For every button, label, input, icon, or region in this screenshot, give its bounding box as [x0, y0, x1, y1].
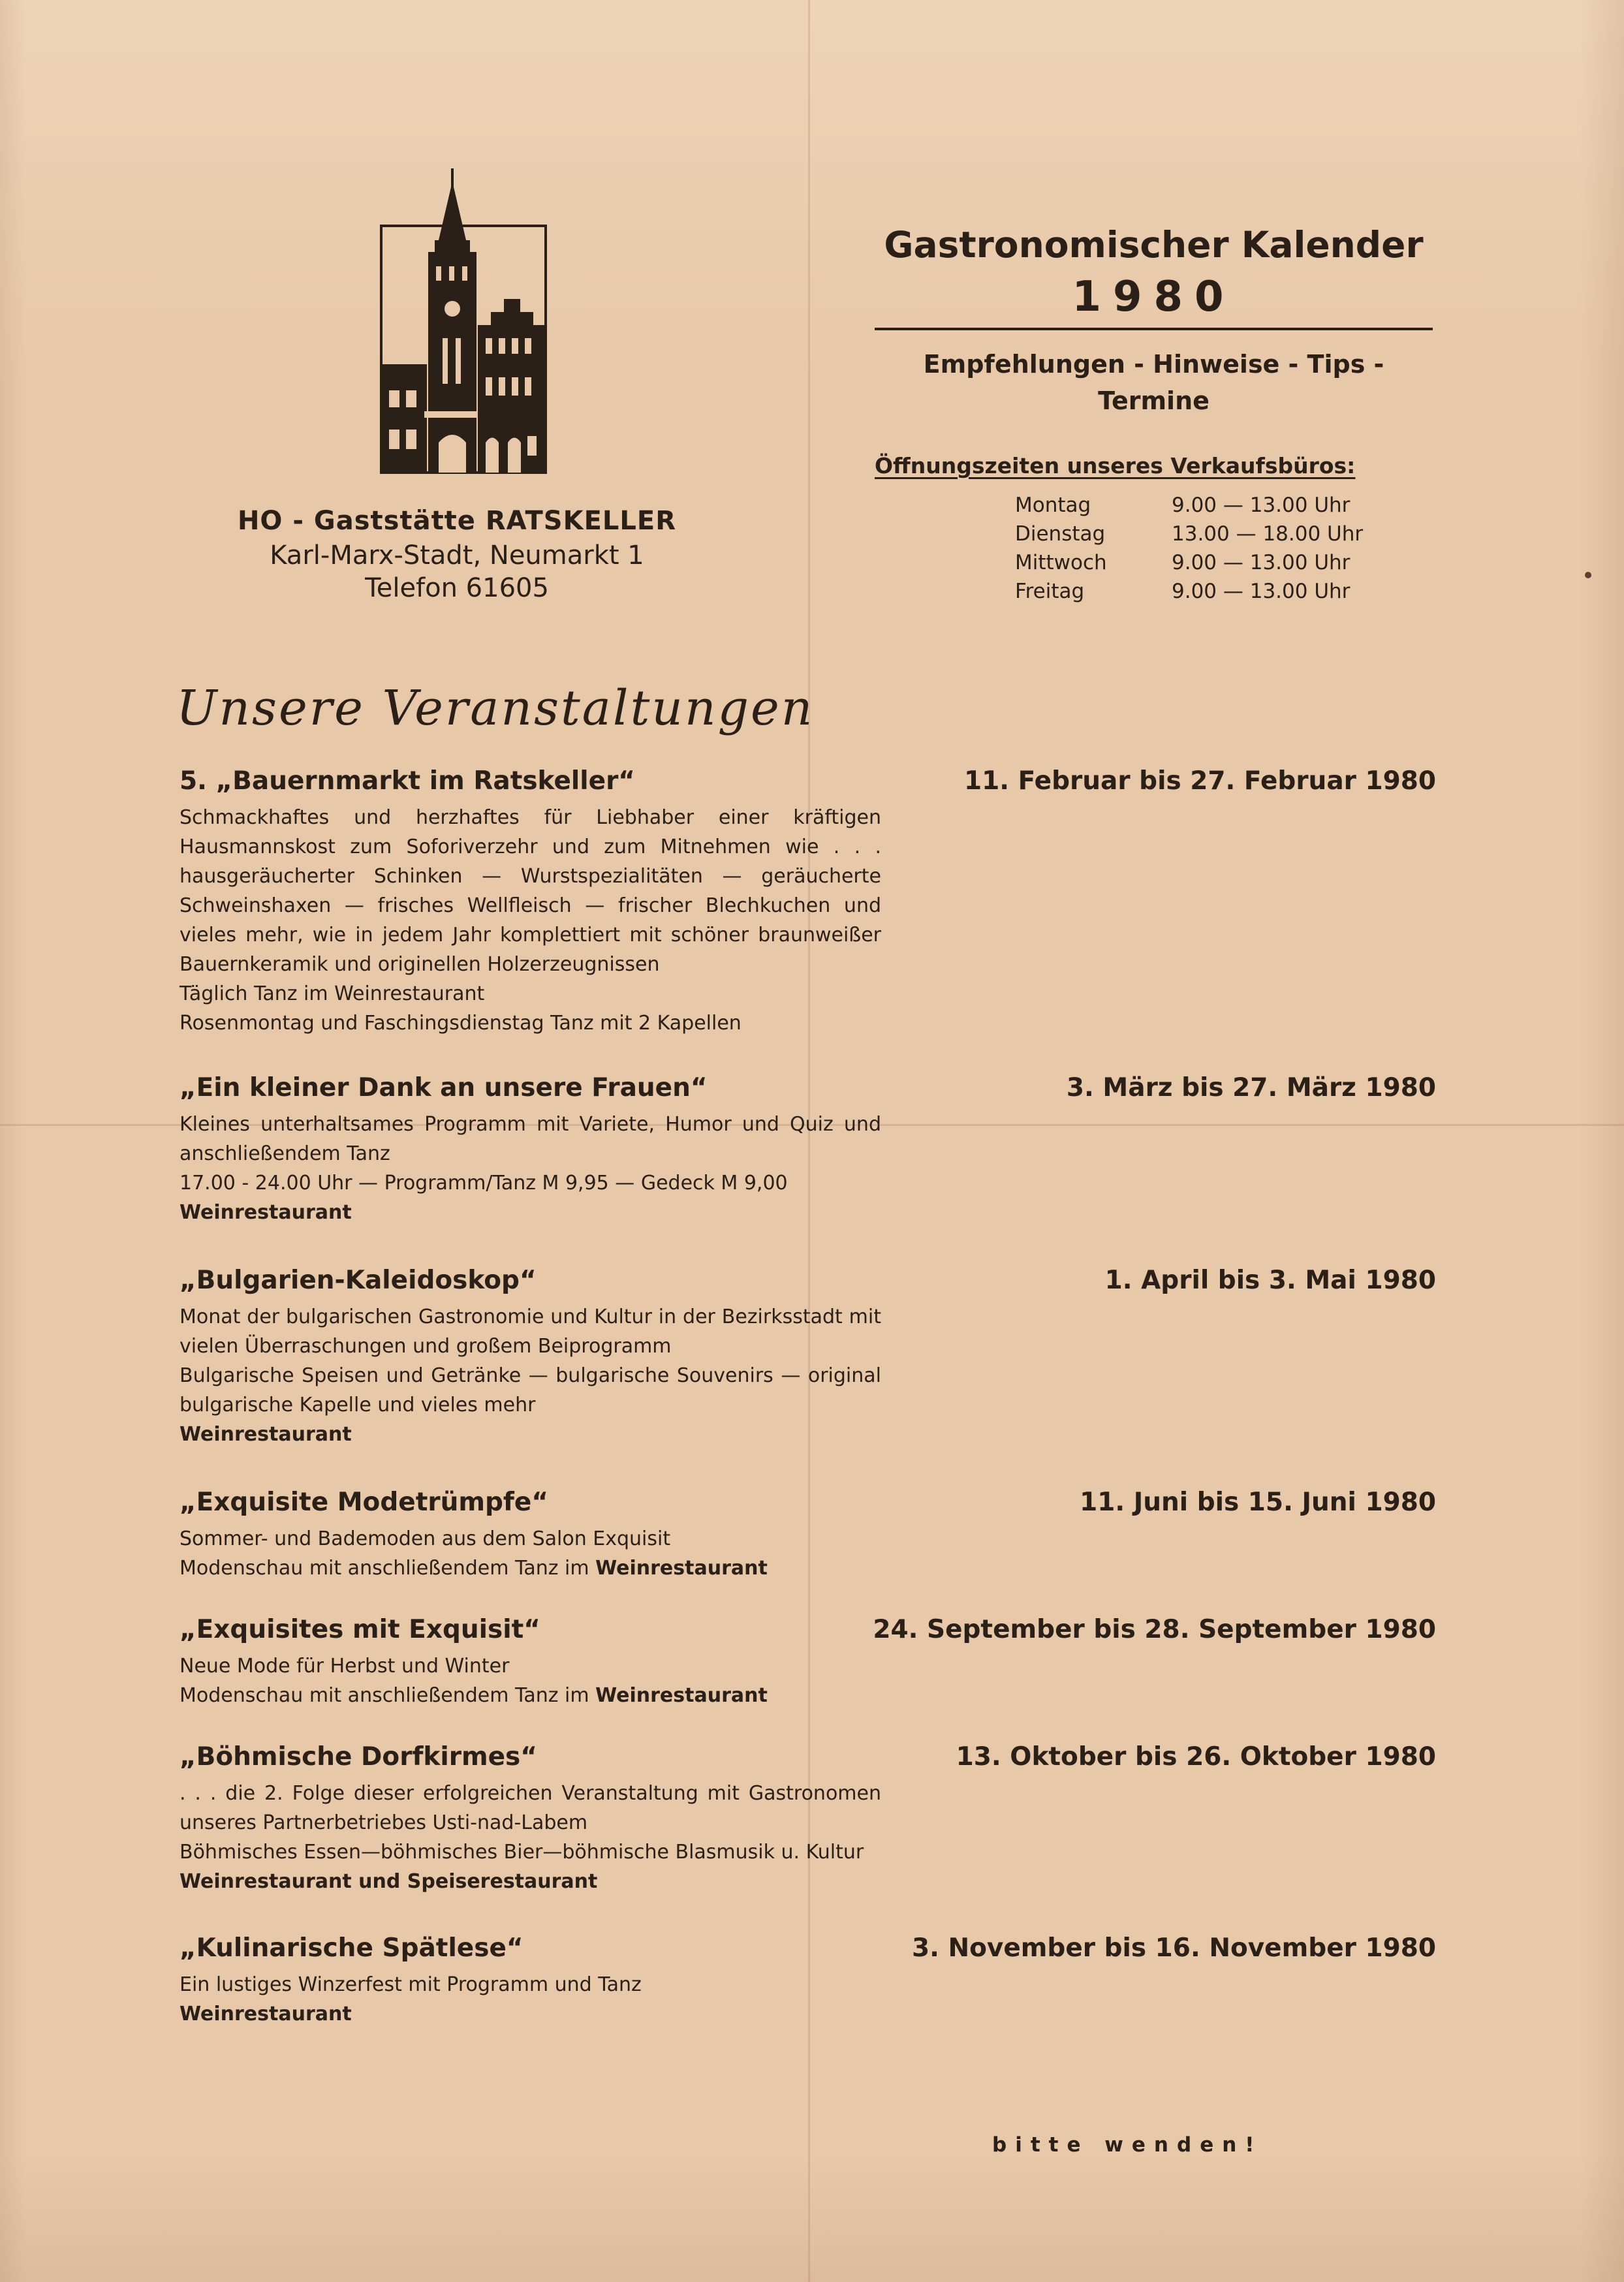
event-text: Bulgarische Speisen und Getränke — bulgarische Souvenirs — original bulgarische Kapelle und vieles mehr [180, 1364, 881, 1416]
hours-day: Mittwoch [1015, 551, 1107, 574]
event-text: Modenschau mit anschließendem Tanz im Weinrestaurant [180, 1684, 768, 1707]
hours-time: 9.00 — 13.00 Uhr [1172, 493, 1351, 517]
event-text: 17.00 - 24.00 Uhr — Programm/Tanz M 9,95 — Gedeck M 9,00 [180, 1172, 788, 1195]
event-title: 5. „Bauernmarkt im Ratskeller“ [180, 766, 635, 796]
event-description [180, 1524, 881, 1583]
event-title: „Bulgarien-Kaleidoskop“ [180, 1266, 537, 1295]
event-title: „Kulinarische Spätlese“ [180, 1933, 523, 1963]
event-description [180, 1651, 881, 1710]
calendar-title: Gastronomischer Kalender [884, 224, 1424, 266]
ink-dot [1585, 572, 1591, 578]
event-text: Kleines unterhaltsames Programm mit Variete, Humor und Quiz und anschließendem Tanz [180, 1113, 881, 1165]
footer-note: bitte wenden! [992, 2133, 1263, 2157]
event-text: Rosenmontag und Faschingsdienstag Tanz mit 2 Kapellen [180, 1012, 742, 1035]
event-description [180, 1970, 881, 2029]
event-text: Modenschau mit anschließendem Tanz im Weinrestaurant [180, 1557, 768, 1580]
opening-hours-title: Öffnungszeiten unseres Verkaufsbüros: [875, 453, 1356, 478]
event-date: 11. Februar bis 27. Februar 1980 [963, 766, 1436, 796]
event-description [180, 1110, 881, 1227]
venue-address: Karl-Marx-Stadt, Neumarkt 1 [270, 540, 644, 570]
event-text: Neue Mode für Herbst und Winter [180, 1655, 510, 1678]
event-location: Weinrestaurant [180, 1423, 352, 1446]
event-text: . . . die 2. Folge dieser erfolgreichen Veranstaltung mit Gastronomen unseres Partnerbetriebes Usti-nad-Labem [180, 1782, 881, 1834]
event-date: 3. November bis 16. November 1980 [911, 1933, 1436, 1963]
calendar-subtitle: Empfehlungen - Hinweise - Tips - Termine [923, 350, 1384, 415]
event-location: Weinrestaurant [180, 2003, 352, 2025]
event-description [180, 803, 881, 1038]
hours-time: 9.00 — 13.00 Uhr [1172, 551, 1351, 574]
event-text: Monat der bulgarischen Gastronomie und Kultur in der Bezirksstadt mit vielen Überraschungen und großem Beiprogramm [180, 1305, 881, 1358]
event-date: 3. März bis 27. März 1980 [1066, 1073, 1436, 1102]
event-date: 11. Juni bis 15. Juni 1980 [1080, 1488, 1436, 1517]
event-text: Täglich Tanz im Weinrestaurant [180, 982, 485, 1005]
event-location: Weinrestaurant [180, 1201, 352, 1224]
event-title: „Exquisite Modetrümpfe“ [180, 1488, 548, 1517]
hours-day: Freitag [1015, 580, 1085, 603]
event-text: Sommer- und Bademoden aus dem Salon Exquisit [180, 1527, 671, 1550]
hours-time: 13.00 — 18.00 Uhr [1172, 522, 1364, 546]
calendar-year: 1980 [1072, 273, 1236, 321]
event-description [180, 1779, 881, 1896]
town-hall-tower-icon [380, 168, 548, 475]
event-text: Ein lustiges Winzerfest mit Programm und Tanz [180, 1973, 642, 1996]
event-title: „Böhmische Dorfkirmes“ [180, 1742, 537, 1772]
hours-day: Montag [1015, 493, 1091, 517]
venue-block [196, 503, 718, 604]
venue-name: HO - Gaststätte RATSKELLER [237, 506, 677, 536]
event-title: „Ein kleiner Dank an unsere Frauen“ [180, 1073, 708, 1102]
hours-day: Dienstag [1015, 522, 1106, 546]
event-date: 13. Oktober bis 26. Oktober 1980 [956, 1742, 1436, 1772]
event-title: „Exquisites mit Exquisit“ [180, 1615, 540, 1644]
event-description [180, 1302, 881, 1449]
hours-time: 9.00 — 13.00 Uhr [1172, 580, 1351, 603]
event-date: 1. April bis 3. Mai 1980 [1104, 1266, 1436, 1295]
title-rule [875, 328, 1433, 330]
event-text: Schmackhaftes und herzhaftes für Liebhaber einer kräftigen Hausmannskost zum Soforiverzehr und zum Mitnehmen wie . . . hausgeräucherter Schinken — Wurstspezialitäten — geräucherte Schweinshaxen — frisches Wellfleisch — frischer Blechkuchen und vieles mehr, wie in jedem Jahr komplettiert mit schöner braunweißer Bauernkeramik und originellen Holzerzeugnissen [180, 806, 881, 976]
venue-phone: Telefon 61605 [365, 573, 549, 603]
event-date: 24. September bis 28. September 1980 [873, 1615, 1436, 1644]
event-location: Weinrestaurant und Speiserestaurant [180, 1870, 598, 1893]
event-text: Böhmisches Essen—böhmisches Bier—böhmische Blasmusik u. Kultur [180, 1841, 864, 1864]
events-heading: Unsere Veranstaltungen [176, 680, 815, 736]
